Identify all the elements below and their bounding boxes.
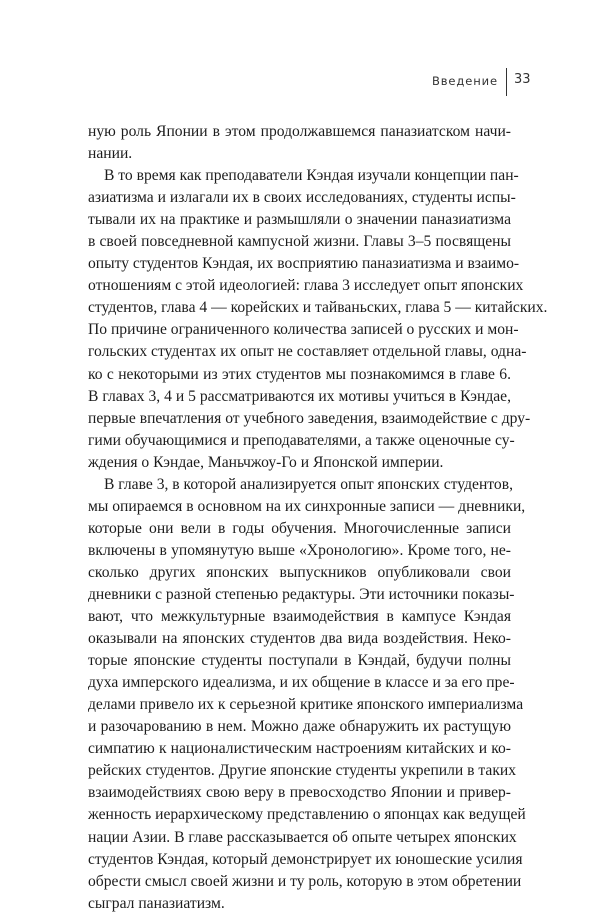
text-line: студентов, глава 4 — корейских и тайваньских, глава 5 — китайских. xyxy=(88,299,548,317)
text-line: ную роль Японии в этом продолжавшемся паназиатском начи- xyxy=(88,123,511,140)
text-line: торые японские студенты поступали в Кэндай, будучи полны xyxy=(88,652,511,670)
text-line: тывали их на практике и размышляли о значении паназиатизма xyxy=(88,211,511,229)
text-line: взаимодействиях свою веру в превосходство Японии и привер- xyxy=(88,784,511,802)
text-line: гольских студентах их опыт не составляет отдельной главы, одна- xyxy=(88,343,527,361)
text-line: которые они вели в годы обучения. Многочисленные записи xyxy=(88,519,511,537)
text-line: оказывали на японских студентов два вида воздействия. Неко- xyxy=(88,630,511,648)
text-line: мы опираемся в основном на их синхронные записи — дневники, xyxy=(88,497,526,515)
text-line: отношениям с этой идеологией: глава 3 исследует опыт японских xyxy=(88,277,524,295)
text-line: и разочарованию в нем. Можно даже обнаружить их растущую xyxy=(88,718,511,736)
text-line: ждения о Кэндае, Маньчжоу-Го и Японской империи. xyxy=(88,453,444,471)
text-line: гими обучающимися и преподавателями, а также оценочные су- xyxy=(88,431,515,449)
text-line: нации Азии. В главе рассказывается об опыте четырех японских xyxy=(88,828,517,846)
text-line: опыту студентов Кэндая, их восприятию паназиатизма и взаимо- xyxy=(88,255,520,273)
text-line: симпатию к националистическим настроениям китайских и ко- xyxy=(88,740,511,758)
text-line: сыграл паназиатизм. xyxy=(88,894,225,912)
text-line: в своей повседневной кампусной жизни. Главы 3–5 посвящены xyxy=(88,233,511,251)
text-line: духа имперского идеализма, и их общение в классе и за его пре- xyxy=(88,674,515,692)
body-text xyxy=(88,121,548,915)
text-line: В главе 3, в которой анализируется опыт японских студентов, xyxy=(104,475,513,493)
text-line: сколько других японских выпускников опубликовали свои xyxy=(88,563,511,581)
text-line: нании. xyxy=(88,145,133,163)
text-line: В главах 3, 4 и 5 рассматриваются их мотивы учиться в Кэндае, xyxy=(88,387,511,405)
page-number: 33 xyxy=(514,72,531,87)
text-line: включены в упомянутую выше «Хронологию». Кроме того, не- xyxy=(88,541,511,559)
text-line: рейских студентов. Другие японские студенты укрепили в таких xyxy=(88,762,517,780)
text-line: В то время как преподаватели Кэндая изучали концепции пан- xyxy=(104,167,519,185)
running-header xyxy=(0,64,600,104)
header-divider xyxy=(506,68,507,96)
text-line: обрести смысл своей жизни и ту роль, которую в этом обретении xyxy=(88,872,522,890)
text-line: студентов Кэндая, который демонстрирует их юношеские усилия xyxy=(88,850,523,868)
text-line: азиатизма и излагали их в своих исследованиях, студенты испы- xyxy=(88,189,516,207)
text-line: женность иерархическому представлению о японцах как ведущей xyxy=(88,806,526,824)
text-line: ко с некоторыми из этих студентов мы познакомимся в главе 6. xyxy=(88,365,511,383)
text-line: вают, что межкультурные взаимодействия в кампусе Кэндая xyxy=(88,608,511,626)
text-line: По причине ограниченного количества записей о русских и мон- xyxy=(88,321,519,339)
text-line: дневники с разной степенью редактуры. Эти источники показы- xyxy=(88,585,515,603)
header-section-title: Введение xyxy=(431,74,498,88)
text-line: делами привело их к серьезной критике японского империализма xyxy=(88,696,524,714)
text-line: первые впечатления от учебного заведения, взаимодействие с дру- xyxy=(88,409,531,427)
